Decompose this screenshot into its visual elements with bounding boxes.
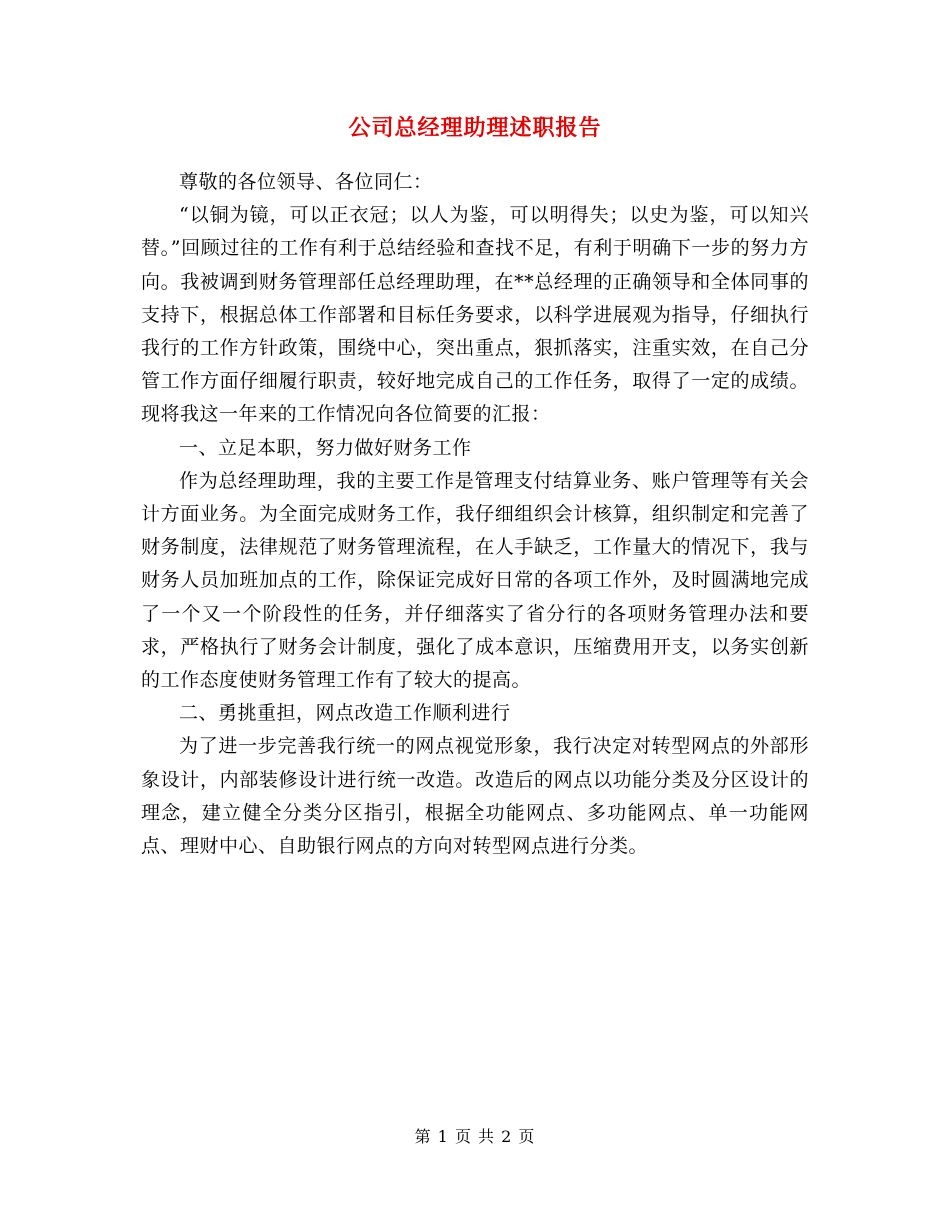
section-heading-2: 二、勇挑重担，网点改造工作顺利进行 [179, 702, 511, 725]
salutation: 尊敬的各位领导、各位同仁： [179, 171, 433, 193]
section-paragraph-1: 作为总经理助理，我的主要工作是管理支付结算业务、账户管理等有关会计方面业务。为全面完成财务工作，我仔细组织会计核算，组织制定和完善了财务制度，法律规范了财务管理流程，在人手缺乏，工作量大的情况下，我与财务人员加班加点的工作，除保证完成好日常的各项工作外，及时圆满地完成了一个又一个阶段性的任务，并仔细落实了省分行的各项财务管理办法和要求，严格执行了财务会计制度，强化了成本意识，压缩费用开支，以务实创新的工作态度使财务管理工作有了较大的提高。 [141, 469, 809, 692]
section-paragraph-2: 为了进一步完善我行统一的网点视觉形象，我行决定对转型网点的外部形象设计，内部装修设计进行统一改造。改造后的网点以功能分类及分区设计的理念，建立健全分类分区指引，根据全功能网点、多功能网点、单一功能网点、理财中心、自助银行网点的方向对转型网点进行分类。 [141, 735, 809, 858]
page-number-label: 第 1 页 共 2 页 [414, 1127, 536, 1146]
page-footer [0, 1125, 950, 1149]
section-heading-1: 一、立足本职，努力做好财务工作 [179, 436, 472, 459]
intro-paragraph: “以铜为镜，可以正衣冠；以人为鉴，可以明得失；以史为鉴，可以知兴替。”回顾过往的工作有利于总结经验和查找不足，有利于明确下一步的努力方向。我被调到财务管理部任总经理助理，在**总经理的正确领导和全体同事的支持下，根据总体工作部署和目标任务要求，以科学进展观为指导，仔细执行我行的工作方针政策，围绕中心，突出重点，狠抓落实，注重实效，在自己分管工作方面仔细履行职责，较好地完成自己的工作任务，取得了一定的成绩。现将我这一年来的工作情况向各位简要的汇报： [141, 204, 809, 426]
document-body [141, 166, 809, 863]
document-title: 公司总经理助理述职报告 [348, 115, 602, 141]
